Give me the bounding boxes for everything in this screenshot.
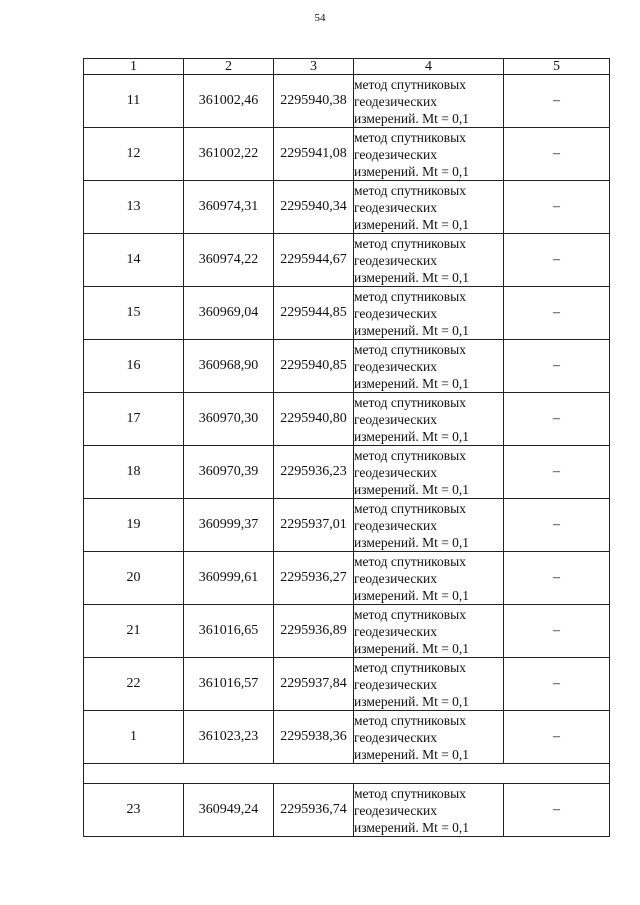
coord-y: 2295937,01 xyxy=(274,499,354,552)
method-line-3: измерений. Mt = 0,1 xyxy=(354,534,470,550)
table-row xyxy=(84,128,610,181)
method-line-2: геодезических xyxy=(354,252,437,268)
method-cell xyxy=(354,499,504,552)
point-number: 21 xyxy=(84,605,184,658)
method-line-2: геодезических xyxy=(354,464,437,480)
method-line-1: метод спутниковых xyxy=(354,182,466,198)
table-row xyxy=(84,393,610,446)
header-col-4: 4 xyxy=(354,59,504,75)
coord-y: 2295941,08 xyxy=(274,128,354,181)
method-line-2: геодезических xyxy=(354,305,437,321)
coordinates-table xyxy=(83,58,610,837)
method-line-2: геодезических xyxy=(354,411,437,427)
table-row xyxy=(84,287,610,340)
point-number: 19 xyxy=(84,499,184,552)
method-line-1: метод спутниковых xyxy=(354,394,466,410)
method-line-1: метод спутниковых xyxy=(354,785,466,801)
table-row xyxy=(84,340,610,393)
point-number: 15 xyxy=(84,287,184,340)
method-line-3: измерений. Mt = 0,1 xyxy=(354,693,470,709)
method-line-2: геодезических xyxy=(354,199,437,215)
coord-y: 2295936,89 xyxy=(274,605,354,658)
method-line-3: измерений. Mt = 0,1 xyxy=(354,110,470,126)
coord-x: 361016,65 xyxy=(184,605,274,658)
method-line-2: геодезических xyxy=(354,623,437,639)
point-number: 14 xyxy=(84,234,184,287)
method-line-1: метод спутниковых xyxy=(354,129,466,145)
column-5-dash: – xyxy=(504,552,610,605)
column-5-dash: – xyxy=(504,446,610,499)
point-number: 23 xyxy=(84,784,184,837)
method-line-3: измерений. Mt = 0,1 xyxy=(354,216,470,232)
table-row xyxy=(84,711,610,764)
table-row xyxy=(84,605,610,658)
column-5-dash: – xyxy=(504,499,610,552)
coord-x: 360970,39 xyxy=(184,446,274,499)
method-line-3: измерений. Mt = 0,1 xyxy=(354,269,470,285)
method-cell xyxy=(354,75,504,128)
method-cell xyxy=(354,393,504,446)
method-line-3: измерений. Mt = 0,1 xyxy=(354,322,470,338)
method-cell xyxy=(354,287,504,340)
column-5-dash: – xyxy=(504,393,610,446)
coord-x: 360999,37 xyxy=(184,499,274,552)
table-row xyxy=(84,446,610,499)
method-line-2: геодезических xyxy=(354,517,437,533)
header-row xyxy=(84,59,610,75)
method-line-3: измерений. Mt = 0,1 xyxy=(354,746,470,762)
method-cell xyxy=(354,784,504,837)
column-5-dash: – xyxy=(504,287,610,340)
method-line-2: геодезических xyxy=(354,146,437,162)
method-line-1: метод спутниковых xyxy=(354,76,466,92)
method-line-2: геодезических xyxy=(354,358,437,374)
coord-y: 2295940,85 xyxy=(274,340,354,393)
coord-y: 2295937,84 xyxy=(274,658,354,711)
coord-y: 2295944,85 xyxy=(274,287,354,340)
table-body xyxy=(84,75,610,837)
coord-x: 360949,24 xyxy=(184,784,274,837)
coord-x: 361016,57 xyxy=(184,658,274,711)
coord-x: 360969,04 xyxy=(184,287,274,340)
header-col-1: 1 xyxy=(84,59,184,75)
point-number: 17 xyxy=(84,393,184,446)
header-col-5: 5 xyxy=(504,59,610,75)
method-line-3: измерений. Mt = 0,1 xyxy=(354,640,470,656)
method-cell xyxy=(354,234,504,287)
coord-x: 360974,31 xyxy=(184,181,274,234)
coord-x: 360999,61 xyxy=(184,552,274,605)
method-line-2: геодезических xyxy=(354,93,437,109)
method-line-2: геодезических xyxy=(354,802,437,818)
method-line-3: измерений. Mt = 0,1 xyxy=(354,375,470,391)
method-line-3: измерений. Mt = 0,1 xyxy=(354,481,470,497)
method-cell xyxy=(354,181,504,234)
method-line-1: метод спутниковых xyxy=(354,712,466,728)
column-5-dash: – xyxy=(504,181,610,234)
table-row xyxy=(84,499,610,552)
coord-y: 2295940,34 xyxy=(274,181,354,234)
method-cell xyxy=(354,552,504,605)
separator-row xyxy=(84,764,610,784)
column-5-dash: – xyxy=(504,75,610,128)
coord-x: 360968,90 xyxy=(184,340,274,393)
method-line-3: измерений. Mt = 0,1 xyxy=(354,163,470,179)
method-cell xyxy=(354,658,504,711)
method-line-3: измерений. Mt = 0,1 xyxy=(354,819,470,835)
method-line-1: метод спутниковых xyxy=(354,606,466,622)
column-5-dash: – xyxy=(504,340,610,393)
method-line-1: метод спутниковых xyxy=(354,447,466,463)
point-number: 11 xyxy=(84,75,184,128)
method-line-1: метод спутниковых xyxy=(354,500,466,516)
header-col-2: 2 xyxy=(184,59,274,75)
coord-y: 2295940,80 xyxy=(274,393,354,446)
method-cell xyxy=(354,128,504,181)
coord-y: 2295936,74 xyxy=(274,784,354,837)
coord-y: 2295944,67 xyxy=(274,234,354,287)
coord-x: 361002,46 xyxy=(184,75,274,128)
point-number: 1 xyxy=(84,711,184,764)
page-number: 54 xyxy=(314,12,326,24)
header-col-3: 3 xyxy=(274,59,354,75)
point-number: 13 xyxy=(84,181,184,234)
method-line-3: измерений. Mt = 0,1 xyxy=(354,587,470,603)
table-row xyxy=(84,181,610,234)
coord-x: 361002,22 xyxy=(184,128,274,181)
column-5-dash: – xyxy=(504,128,610,181)
table-row xyxy=(84,784,610,837)
method-line-1: метод спутниковых xyxy=(354,235,466,251)
method-line-1: метод спутниковых xyxy=(354,553,466,569)
column-5-dash: – xyxy=(504,658,610,711)
separator-cell xyxy=(84,764,610,784)
coord-y: 2295936,27 xyxy=(274,552,354,605)
coord-x: 360970,30 xyxy=(184,393,274,446)
column-5-dash: – xyxy=(504,605,610,658)
coord-y: 2295940,38 xyxy=(274,75,354,128)
point-number: 22 xyxy=(84,658,184,711)
method-line-2: геодезических xyxy=(354,570,437,586)
method-line-3: измерений. Mt = 0,1 xyxy=(354,428,470,444)
point-number: 18 xyxy=(84,446,184,499)
coord-y: 2295936,23 xyxy=(274,446,354,499)
point-number: 12 xyxy=(84,128,184,181)
method-line-2: геодезических xyxy=(354,676,437,692)
method-cell xyxy=(354,605,504,658)
table-header xyxy=(84,59,610,75)
coord-x: 360974,22 xyxy=(184,234,274,287)
method-cell xyxy=(354,446,504,499)
table-row xyxy=(84,658,610,711)
table-row xyxy=(84,552,610,605)
table-row xyxy=(84,75,610,128)
point-number: 16 xyxy=(84,340,184,393)
method-line-1: метод спутниковых xyxy=(354,288,466,304)
column-5-dash: – xyxy=(504,784,610,837)
method-line-2: геодезических xyxy=(354,729,437,745)
column-5-dash: – xyxy=(504,711,610,764)
coord-y: 2295938,36 xyxy=(274,711,354,764)
point-number: 20 xyxy=(84,552,184,605)
method-cell xyxy=(354,711,504,764)
column-5-dash: – xyxy=(504,234,610,287)
method-line-1: метод спутниковых xyxy=(354,341,466,357)
method-cell xyxy=(354,340,504,393)
coord-x: 361023,23 xyxy=(184,711,274,764)
table-row xyxy=(84,234,610,287)
method-line-1: метод спутниковых xyxy=(354,659,466,675)
